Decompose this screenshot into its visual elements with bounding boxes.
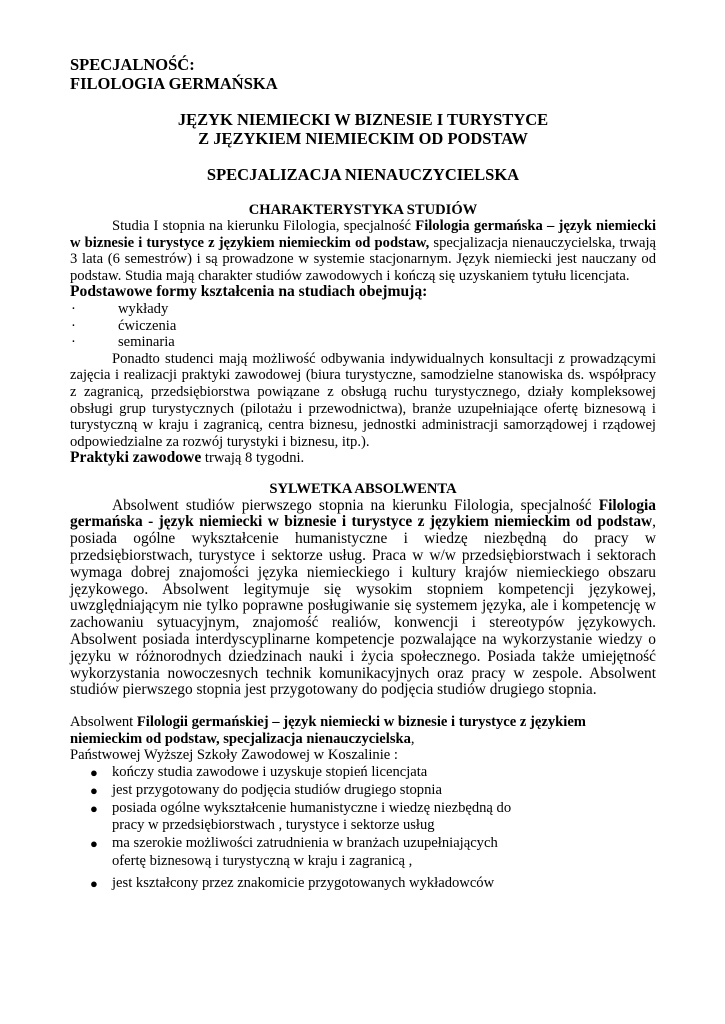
summary-item-text: kończy studia zawodowe i uzyskuje stopień licencjata: [112, 763, 428, 780]
bullet-marker: ●: [90, 836, 98, 852]
bullet-marker: ·: [71, 301, 76, 318]
profile-paragraph: [70, 498, 656, 700]
summary-item-text: jest przygotowany do podjęcia studiów drugiego stopnia: [112, 781, 442, 798]
list-item: [70, 334, 656, 351]
list-item: [88, 764, 518, 782]
form-item-label: seminaria: [118, 334, 175, 351]
document-page: [70, 56, 656, 893]
profile-text-bold: Filologia germańska - język niemiecki w biznesie i turystyce z językiem niemieckim od podstaw: [70, 496, 656, 531]
spec-name: FILOLOGIA GERMAŃSKA: [70, 73, 278, 93]
form-item-label: wykłady: [118, 301, 169, 318]
bullet-marker: ●: [90, 800, 98, 816]
list-item: [70, 301, 656, 318]
profile-heading: SYLWETKA ABSOLWENTA: [269, 481, 457, 497]
additional-forms-paragraph: Ponadto studenci mają możliwość odbywania indywidualnych konsultacji z prowadzącymi zajęcia i realizacji praktyki zawodowej (biura turystyczne, samodzielne stanowiska ds. współpracy z zagranicą, przedsiębiorstwa powiązane z obsługą ruchu turystycznego, działy kompleksowej obsługi grup turystycznych (pilotażu i przewodnictwa), branże uzupełniające ofertę biznesową i turystyczną w kraju i zagranicą, centra biznesu, jednostki administracji samorządowej i rządowej odpowiedzialne za rozwój turystyki i biznesu, itp.).: [70, 350, 656, 450]
characteristics-text-a: Studia I stopnia na kierunku Filologia, specjalność: [112, 218, 416, 235]
forms-list: [70, 301, 656, 351]
summary-item-text: ma szerokie możliwości zatrudnienia w branżach uzupełniających ofertę biznesową i turystyczną w kraju i zagranicą ,: [112, 835, 498, 869]
summary-paragraph: [70, 714, 656, 747]
school-name: Państwowej Wyższej Szkoły Zawodowej w Koszalinie :: [70, 747, 398, 764]
characteristics-heading: CHARAKTERYSTYKA STUDIÓW: [248, 201, 478, 218]
bullet-marker: ●: [90, 875, 98, 891]
forms-heading: Podstawowe formy kształcenia na studiach obejmują:: [70, 283, 428, 301]
practice-duration: trwają 8 tygodni.: [201, 450, 305, 467]
characteristics-text-c: specjalizacja nienauczycielska, trwają 3 lata (6 semestrów) i są prowadzone w systemie stacjonarnym. Język niemiecki jest nauczany od podstaw. Studia mają charakter studiów zawodowych i kończą się uzyskaniem tytułu licencjata.: [70, 234, 656, 284]
bullet-marker: ·: [71, 317, 76, 334]
practice-paragraph: [70, 450, 656, 467]
characteristics-text-bold: Filologia germańska – język niemiecki w biznesie i turystyce z językiem niemieckim od podstaw,: [70, 218, 656, 251]
characteristics-paragraph: [70, 218, 656, 284]
specialization-heading: SPECJALIZACJA NIENAUCZYCIELSKA: [206, 165, 520, 184]
bullet-marker: ●: [90, 782, 98, 798]
list-item: [88, 782, 518, 800]
form-item-label: ćwiczenia: [118, 317, 177, 334]
summary-list: [70, 764, 518, 893]
summary-text-bold: Filologii germańskiej – język niemiecki w biznesie i turystyce z językiem niemieckim od podstaw, specjalizacja nienauczycielska: [70, 714, 586, 747]
list-item: [88, 800, 518, 836]
practice-label: Praktyki zawodowe: [70, 449, 202, 467]
list-item: [88, 875, 518, 893]
bullet-marker: ●: [90, 764, 98, 780]
profile-text-a: Absolwent studiów pierwszego stopnia na kierunku Filologia, specjalność: [112, 496, 599, 514]
profile-text-c: , posiada ogólne wykształcenie humanistyczne i wiedzę niezbędną do pracy w przedsiębiorstwach, turystyce i sektorze usług. Praca w w/w przedsiębiorstwach i sektorach wymaga dobrej znajomości języka niemieckiego i kultury krajów niemieckiego obszaru językowego. Absolwent legitymuje się wysokim stopniem kompetencji językowej, uwzględniającym nie tylko poprawne posługiwanie się systemem języka, ale i kompetencję w zachowaniu sytuacyjnym, znajomość realiów, konwencji i stereotypów językowych. Absolwent posiada interdyscyplinarne kompetencje pozwalające na wykorzystanie wiedzy o języku w różnorodnych dziedzinach nauki i życia społecznego. Posiada także umiejętność wykorzystania nowoczesnych technik komunikacyjnych oraz pracy w zespole. Absolwent studiów pierwszego stopnia jest przygotowany do podjęcia studiów drugiego stopnia.: [70, 513, 656, 699]
summary-text-a: Absolwent: [70, 714, 137, 731]
list-item: [88, 835, 518, 871]
title-line-2: Z JĘZYKIEM NIEMIECKIM OD PODSTAW: [198, 128, 528, 148]
title-line-1: JĘZYK NIEMIECKI W BIZNESIE I TURYSTYCE: [177, 110, 549, 129]
summary-text-c: ,: [410, 730, 415, 747]
summary-item-text: jest kształcony przez znakomicie przygotowanych wykładowców: [112, 874, 495, 891]
bullet-marker: ·: [71, 334, 76, 351]
spec-label: SPECJALNOŚĆ:: [70, 55, 195, 74]
list-item: [70, 318, 656, 335]
summary-item-text: posiada ogólne wykształcenie humanistyczne i wiedzę niezbędną do pracy w przedsiębiorstwach , turystyce i sektorze usług: [112, 799, 512, 834]
